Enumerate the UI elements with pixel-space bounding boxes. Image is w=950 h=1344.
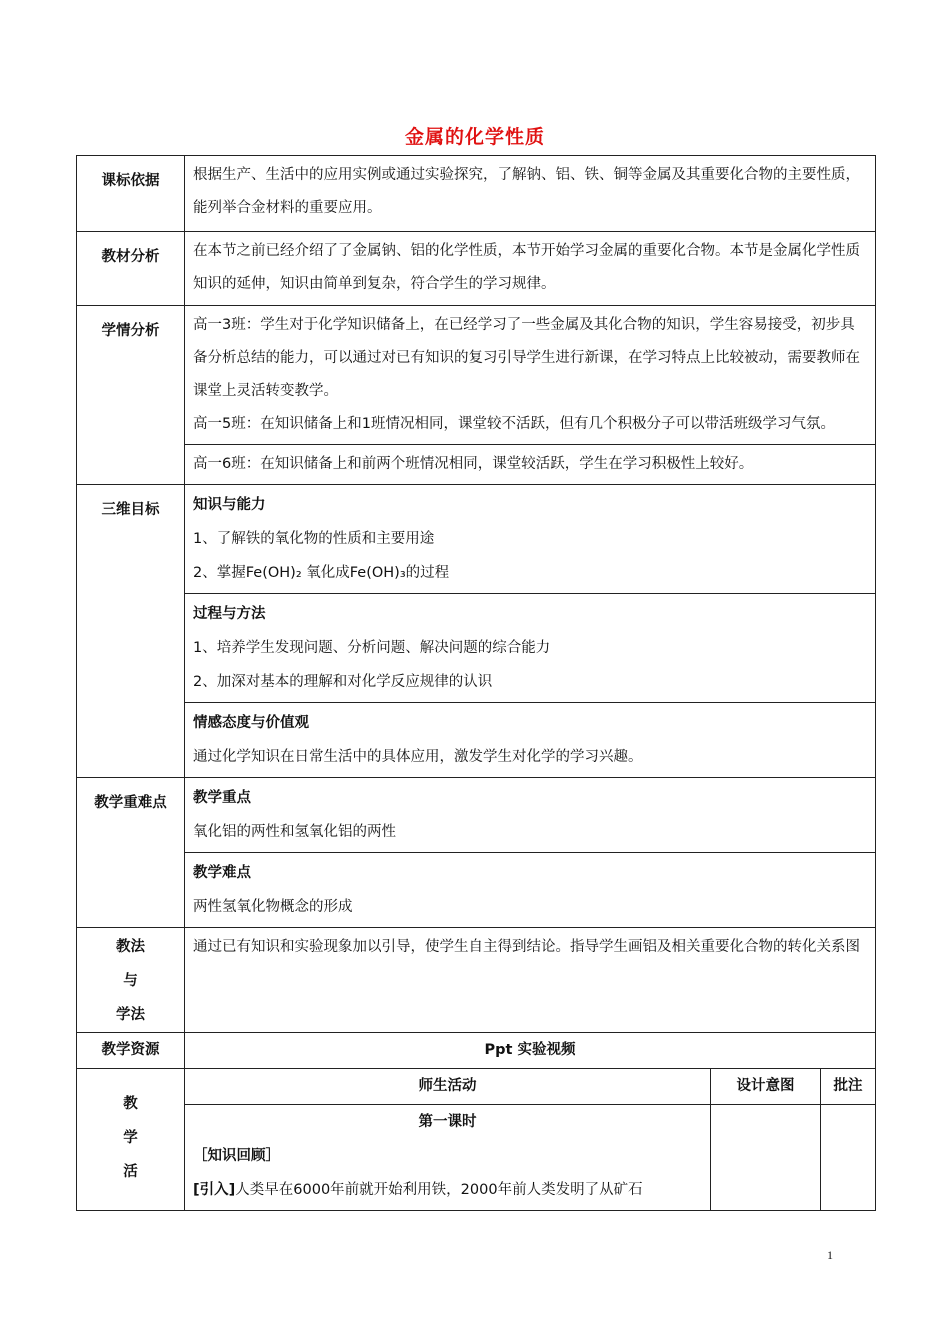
activities-label-2: 学 xyxy=(123,1130,138,1146)
text-methods: 通过已有知识和实验现象加以引导，使学生自主得到结论。指导学生画铝及相关重要化合物的转化关系图 xyxy=(185,928,876,1033)
goals-process-1: 1、培养学生发现问题、分析问题、解决问题的综合能力 xyxy=(193,640,551,656)
difficult-text: 两性氢氧化物概念的形成 xyxy=(193,899,353,915)
label-goals: 三维目标 xyxy=(77,485,185,778)
document-title: 金属的化学性质 xyxy=(404,126,545,148)
methods-label-2: 与 xyxy=(123,973,138,989)
methods-label-3: 学法 xyxy=(116,1007,145,1023)
page-number: 1 xyxy=(827,1248,833,1262)
row-methods xyxy=(77,928,876,1033)
row-difficult-points xyxy=(77,853,876,928)
label-resources: 教学资源 xyxy=(77,1033,185,1069)
text-students-main xyxy=(185,306,876,445)
text-curriculum: 根据生产、生活中的应用实例或通过实验探究，了解钠、铝、铁、铜等金属及其重要化合物的主要性质，能列举合金材料的重要应用。 xyxy=(185,156,876,232)
difficult-heading: 教学难点 xyxy=(193,865,251,881)
key-text: 氧化铝的两性和氢氧化铝的两性 xyxy=(193,824,396,840)
students-class3: 高一3班：学生对于化学知识储备上，在已经学习了一些金属及其化合物的知识，学生容易接受，初步具备分析总结的能力，可以通过对已有知识的复习引导学生进行新课，在学习特点上比较被动，需要教师在课堂上灵活转变教学。 xyxy=(193,317,860,399)
row-students-class6 xyxy=(77,445,876,485)
activities-label-1: 教 xyxy=(123,1096,138,1112)
activities-label-3: 活 xyxy=(123,1164,138,1180)
students-class5: 高一5班：在知识储备上和1班情况相同，课堂较不活跃，但有几个积极分子可以带活班级学习气氛。 xyxy=(193,416,835,432)
goals-process-heading: 过程与方法 xyxy=(193,606,266,622)
label-activities xyxy=(77,1069,185,1211)
row-activities-body xyxy=(77,1105,876,1211)
goals-process-2: 2、加深对基本的理解和对化学反应规律的认识 xyxy=(193,674,493,690)
key-points-main xyxy=(185,778,876,853)
label-curriculum: 课标依据 xyxy=(77,156,185,232)
review-heading: ［知识回顾］ xyxy=(193,1148,280,1164)
goals-process xyxy=(185,594,876,703)
goals-knowledge xyxy=(185,485,876,594)
lesson-title: 第一课时 xyxy=(418,1114,477,1130)
lesson-plan-table xyxy=(76,155,876,1211)
row-goals-knowledge xyxy=(77,485,876,594)
row-textbook xyxy=(77,232,876,306)
intro-paragraph xyxy=(193,1173,702,1207)
activities-content xyxy=(185,1105,711,1211)
row-activities-header xyxy=(77,1069,876,1105)
goals-knowledge-1: 1、了解铁的氧化物的性质和主要用途 xyxy=(193,531,435,547)
design-cell xyxy=(711,1105,821,1211)
col-activity-header: 师生活动 xyxy=(185,1069,711,1105)
key-heading: 教学重点 xyxy=(193,790,251,806)
goals-emotion xyxy=(185,703,876,778)
notes-cell xyxy=(821,1105,876,1211)
label-students: 学情分析 xyxy=(77,306,185,485)
row-curriculum xyxy=(77,156,876,232)
text-resources: Ppt 实验视频 xyxy=(185,1033,876,1069)
goals-knowledge-heading: 知识与能力 xyxy=(193,497,266,513)
col-notes-header: 批注 xyxy=(821,1069,876,1105)
intro-text: 人类早在6000年前就开始利用铁，2000年前人类发明了从矿石 xyxy=(235,1182,643,1198)
label-methods xyxy=(77,928,185,1033)
label-key-points: 教学重难点 xyxy=(77,778,185,928)
row-resources xyxy=(77,1033,876,1069)
goals-knowledge-2: 2、掌握Fe(OH)₂ 氧化成Fe(OH)₃的过程 xyxy=(193,565,450,581)
row-goals-process xyxy=(77,594,876,703)
methods-label-1: 教法 xyxy=(116,939,145,955)
goals-emotion-heading: 情感态度与价值观 xyxy=(193,715,309,731)
col-design-header: 设计意图 xyxy=(711,1069,821,1105)
row-students xyxy=(77,306,876,445)
students-class6: 高一6班：在知识储备上和前两个班情况相同，课堂较活跃，学生在学习积极性上较好。 xyxy=(185,445,876,485)
row-key-points xyxy=(77,778,876,853)
difficult-points xyxy=(185,853,876,928)
row-goals-emotion xyxy=(77,703,876,778)
text-textbook: 在本节之前已经介绍了了金属钠、铝的化学性质，本节开始学习金属的重要化合物。本节是金属化学性质知识的延伸，知识由简单到复杂，符合学生的学习规律。 xyxy=(185,232,876,306)
goals-emotion-1: 通过化学知识在日常生活中的具体应用，激发学生对化学的学习兴趣。 xyxy=(193,749,643,765)
intro-tag: [引入] xyxy=(193,1182,236,1198)
label-textbook: 教材分析 xyxy=(77,232,185,306)
